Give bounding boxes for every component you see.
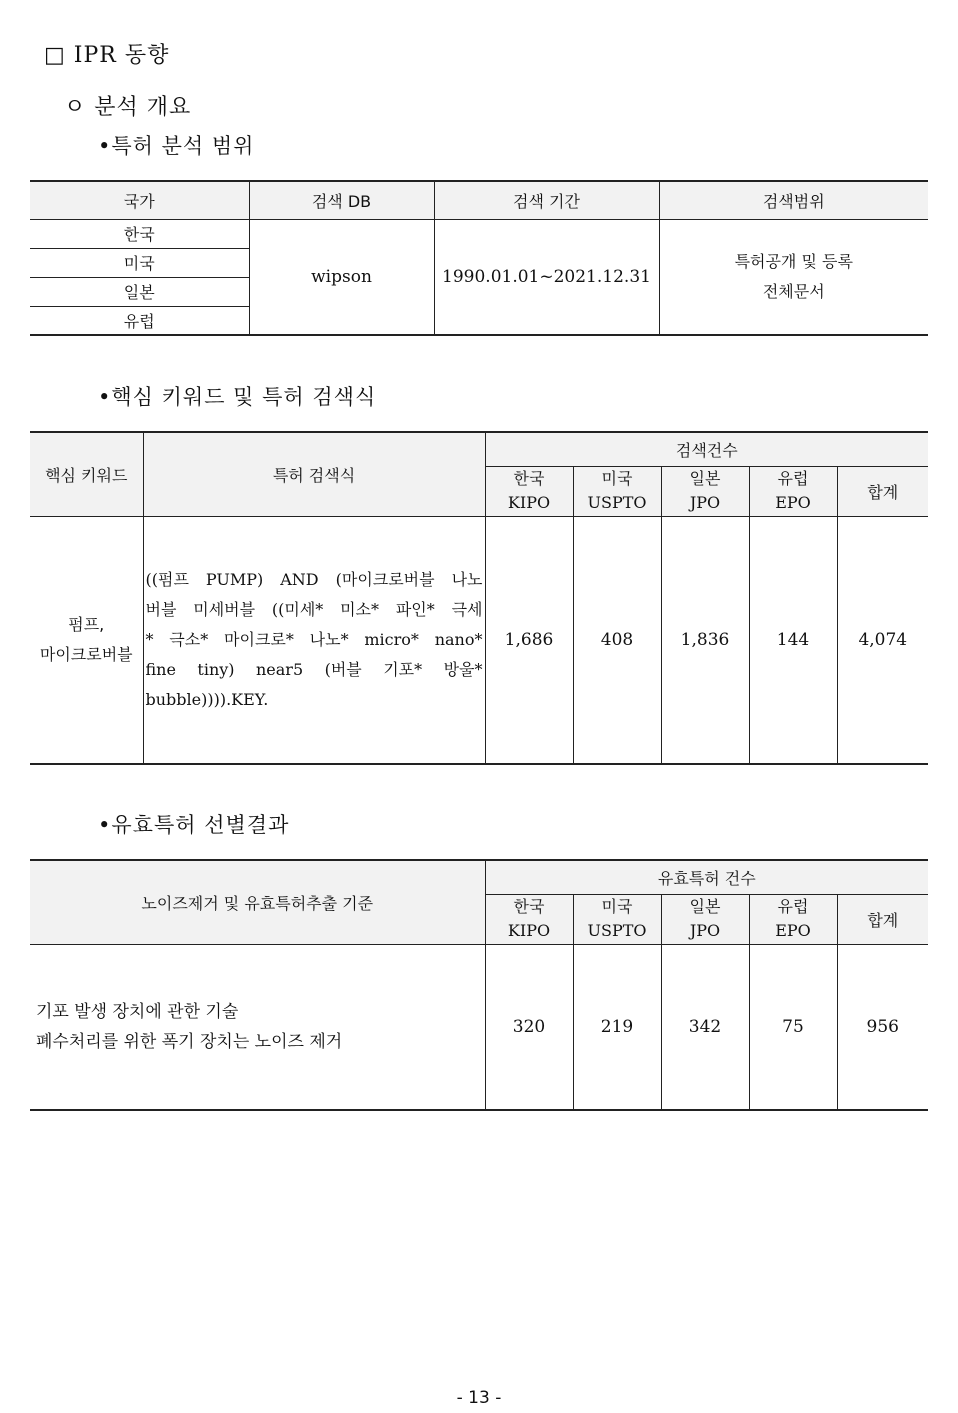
office-name: 일본	[689, 469, 721, 488]
header-office-uspto	[573, 466, 661, 516]
header-office-jpo	[661, 466, 749, 516]
header-office-kipo	[485, 466, 573, 516]
office-name: 한국	[513, 897, 545, 916]
formula-line: * 극소* 마이크로* 나노* micro* nano*	[145, 629, 483, 649]
office-code: EPO	[775, 921, 811, 940]
range-line-1: 특허공개 및 등록	[734, 251, 853, 271]
count-kipo: 320	[485, 944, 573, 1110]
keyword-table	[30, 431, 928, 765]
header-total: 합계	[837, 466, 928, 516]
header-office-epo	[749, 894, 837, 944]
count-jpo: 1,836	[661, 516, 749, 764]
country-cell: 유럽	[30, 306, 249, 335]
bullet-results: •유효특허 선별결과	[98, 813, 290, 837]
header-total: 합계	[837, 894, 928, 944]
db-cell: wipson	[249, 219, 434, 335]
criteria-line-1: 기포 발생 장치에 관한 기술	[36, 1001, 239, 1022]
header-valid-count: 유효특허 건수	[485, 860, 928, 894]
office-code: KIPO	[507, 921, 551, 940]
formula-line: ((펌프 PUMP) AND (마이크로버블 나노	[145, 569, 483, 589]
count-uspto: 219	[573, 944, 661, 1110]
header-search-count: 검색건수	[485, 432, 928, 466]
page-number: - 13 -	[456, 1388, 502, 1408]
header-country: 국가	[30, 181, 249, 219]
criteria-line-2: 폐수처리를 위한 폭기 장치는 노이즈 제거	[36, 1031, 343, 1052]
office-name: 유럽	[777, 469, 809, 488]
header-period: 검색 기간	[434, 181, 659, 219]
header-db: 검색 DB	[249, 181, 434, 219]
office-name: 유럽	[777, 897, 809, 916]
formula-line: fine tiny) near5 (버블 기포* 방울*	[145, 659, 483, 679]
office-code: KIPO	[507, 493, 551, 512]
keyword-cell	[30, 516, 143, 764]
count-total: 4,074	[837, 516, 928, 764]
office-name: 일본	[689, 897, 721, 916]
header-keyword: 핵심 키워드	[30, 432, 143, 516]
office-code: JPO	[689, 493, 721, 512]
office-name: 미국	[601, 469, 633, 488]
formula-line: 버블 미세버블 ((미세* 미소* 파인* 극세	[145, 599, 483, 619]
office-name: 미국	[601, 897, 633, 916]
range-line-2: 전체문서	[762, 281, 825, 301]
period-cell: 1990.01.01~2021.12.31	[434, 219, 659, 335]
header-office-kipo	[485, 894, 573, 944]
result-table	[30, 859, 928, 1111]
header-criteria: 노이즈제거 및 유효특허추출 기준	[30, 860, 485, 944]
range-cell	[659, 219, 928, 335]
scope-table	[30, 180, 928, 336]
count-uspto: 408	[573, 516, 661, 764]
criteria-cell	[30, 944, 485, 1110]
header-office-uspto	[573, 894, 661, 944]
count-kipo: 1,686	[485, 516, 573, 764]
count-jpo: 342	[661, 944, 749, 1110]
country-cell: 일본	[30, 277, 249, 306]
bullet-keywords: •핵심 키워드 및 특허 검색식	[98, 385, 377, 409]
office-code: EPO	[775, 493, 811, 512]
office-code: USPTO	[587, 493, 647, 512]
formula-line: bubble)))).KEY.	[145, 689, 269, 709]
section-title: □ IPR 동향	[44, 43, 170, 68]
count-total: 956	[837, 944, 928, 1110]
subsection-title: ㅇ 분석 개요	[64, 95, 192, 120]
keyword-line-2: 마이크로버블	[39, 644, 133, 664]
formula-cell	[143, 516, 485, 764]
bullet-scope: •특허 분석 범위	[98, 134, 255, 158]
header-formula: 특허 검색식	[143, 432, 485, 516]
count-epo: 75	[749, 944, 837, 1110]
count-epo: 144	[749, 516, 837, 764]
header-office-jpo	[661, 894, 749, 944]
country-cell: 한국	[30, 219, 249, 248]
country-cell: 미국	[30, 248, 249, 277]
office-code: USPTO	[587, 921, 647, 940]
header-office-epo	[749, 466, 837, 516]
office-name: 한국	[513, 469, 545, 488]
header-range: 검색범위	[659, 181, 928, 219]
keyword-line-1: 펌프,	[68, 614, 105, 634]
office-code: JPO	[689, 921, 721, 940]
